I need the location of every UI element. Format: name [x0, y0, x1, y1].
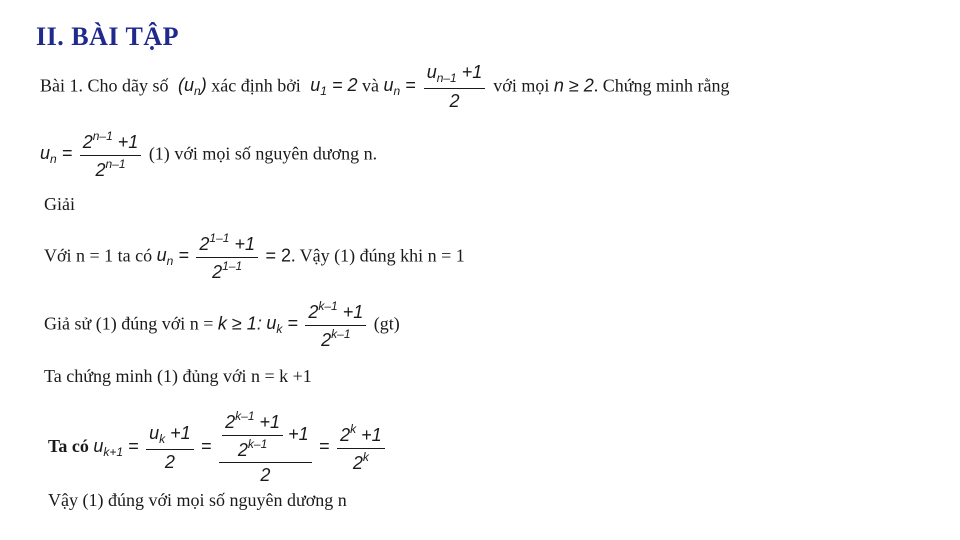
recurrence-fraction: $\frac{u_{n-1} +1}{2}$	[424, 62, 486, 111]
hypothesis-fraction: $\frac{2^{k-1} +1}{2^{k-1}}$	[305, 300, 366, 350]
hypothesis: Giả sử (1) đúng với n = k ≥ 1: $u_k$ = $\frac{2^{k-1} +1}{2^{k-1}}$ (gt)	[44, 299, 400, 350]
hypothesis-note: (gt)	[373, 313, 400, 334]
induction-goal: Ta chứng minh (1) đủng với n = k +1	[44, 366, 312, 386]
forall-text: với mọi	[493, 75, 550, 96]
hypothesis-condition: k ≥ 1:	[217, 313, 262, 334]
inductive-step: Ta có $u_{k+1}$ = $\frac{u_k +1}{2}$ = $\frac{2^{k-1} +1}{2^{k-1}}$ +1 2 = $\frac{2^k +1}{2^k}$	[48, 410, 388, 486]
sequence-notation: $(u_n)$	[178, 75, 207, 99]
solution-label: Giải	[44, 194, 75, 214]
formula-1: $u_n$ = $\frac{2^{n-1} +1}{2^{n-1}}$ (1) với mọi số nguyên dương n.	[40, 129, 378, 180]
u1-formula: $u_1 = 2$	[305, 75, 358, 99]
base-conclusion: . Vậy (1) đúng khi n = 1	[291, 245, 465, 266]
problem-intro: Bài 1. Cho dãy số	[40, 75, 169, 96]
step-fraction-2: $\frac{2^{k-1} +1}{2^{k-1}}$ +1 2	[219, 410, 311, 486]
and-text: và	[361, 75, 379, 96]
base-case-text: Với n = 1 ta có	[44, 245, 153, 266]
forall-positive-text: với mọi số nguyên dương n.	[174, 143, 378, 164]
final-conclusion: Vậy (1) đúng với mọi số nguyên dương n	[48, 490, 347, 510]
page-title: II. BÀI TẬP	[36, 22, 180, 51]
base-case: Với n = 1 ta có $u_n$ = $\frac{2^{1-1} +1}{2^{1-1}}$ = 2. Vậy (1) đúng khi n = 1	[44, 231, 465, 282]
recurrence-formula: $u_n$ = $\frac{u_{n-1} +1}{2}$	[383, 75, 493, 95]
formula-label: (1)	[148, 143, 170, 164]
step-text: Ta có	[48, 436, 89, 457]
hypothesis-text: Giả sử (1) đúng với n =	[44, 313, 214, 334]
n-condition: n ≥ 2	[553, 75, 594, 96]
problem-statement	[40, 62, 729, 111]
step-fraction-3: $\frac{2^k +1}{2^k}$	[337, 423, 385, 473]
base-fraction: $\frac{2^{1-1} +1}{2^{1-1}}$	[196, 232, 258, 282]
prove-text: . Chứng minh rằng	[593, 75, 730, 96]
defined-by-text: xác định bởi	[211, 75, 301, 96]
formula-1-fraction: $\frac{2^{n-1} +1}{2^{n-1}}$	[80, 130, 142, 180]
step-fraction-1: $\frac{u_k +1}{2}$	[146, 423, 194, 472]
base-result: = 2	[265, 245, 291, 266]
